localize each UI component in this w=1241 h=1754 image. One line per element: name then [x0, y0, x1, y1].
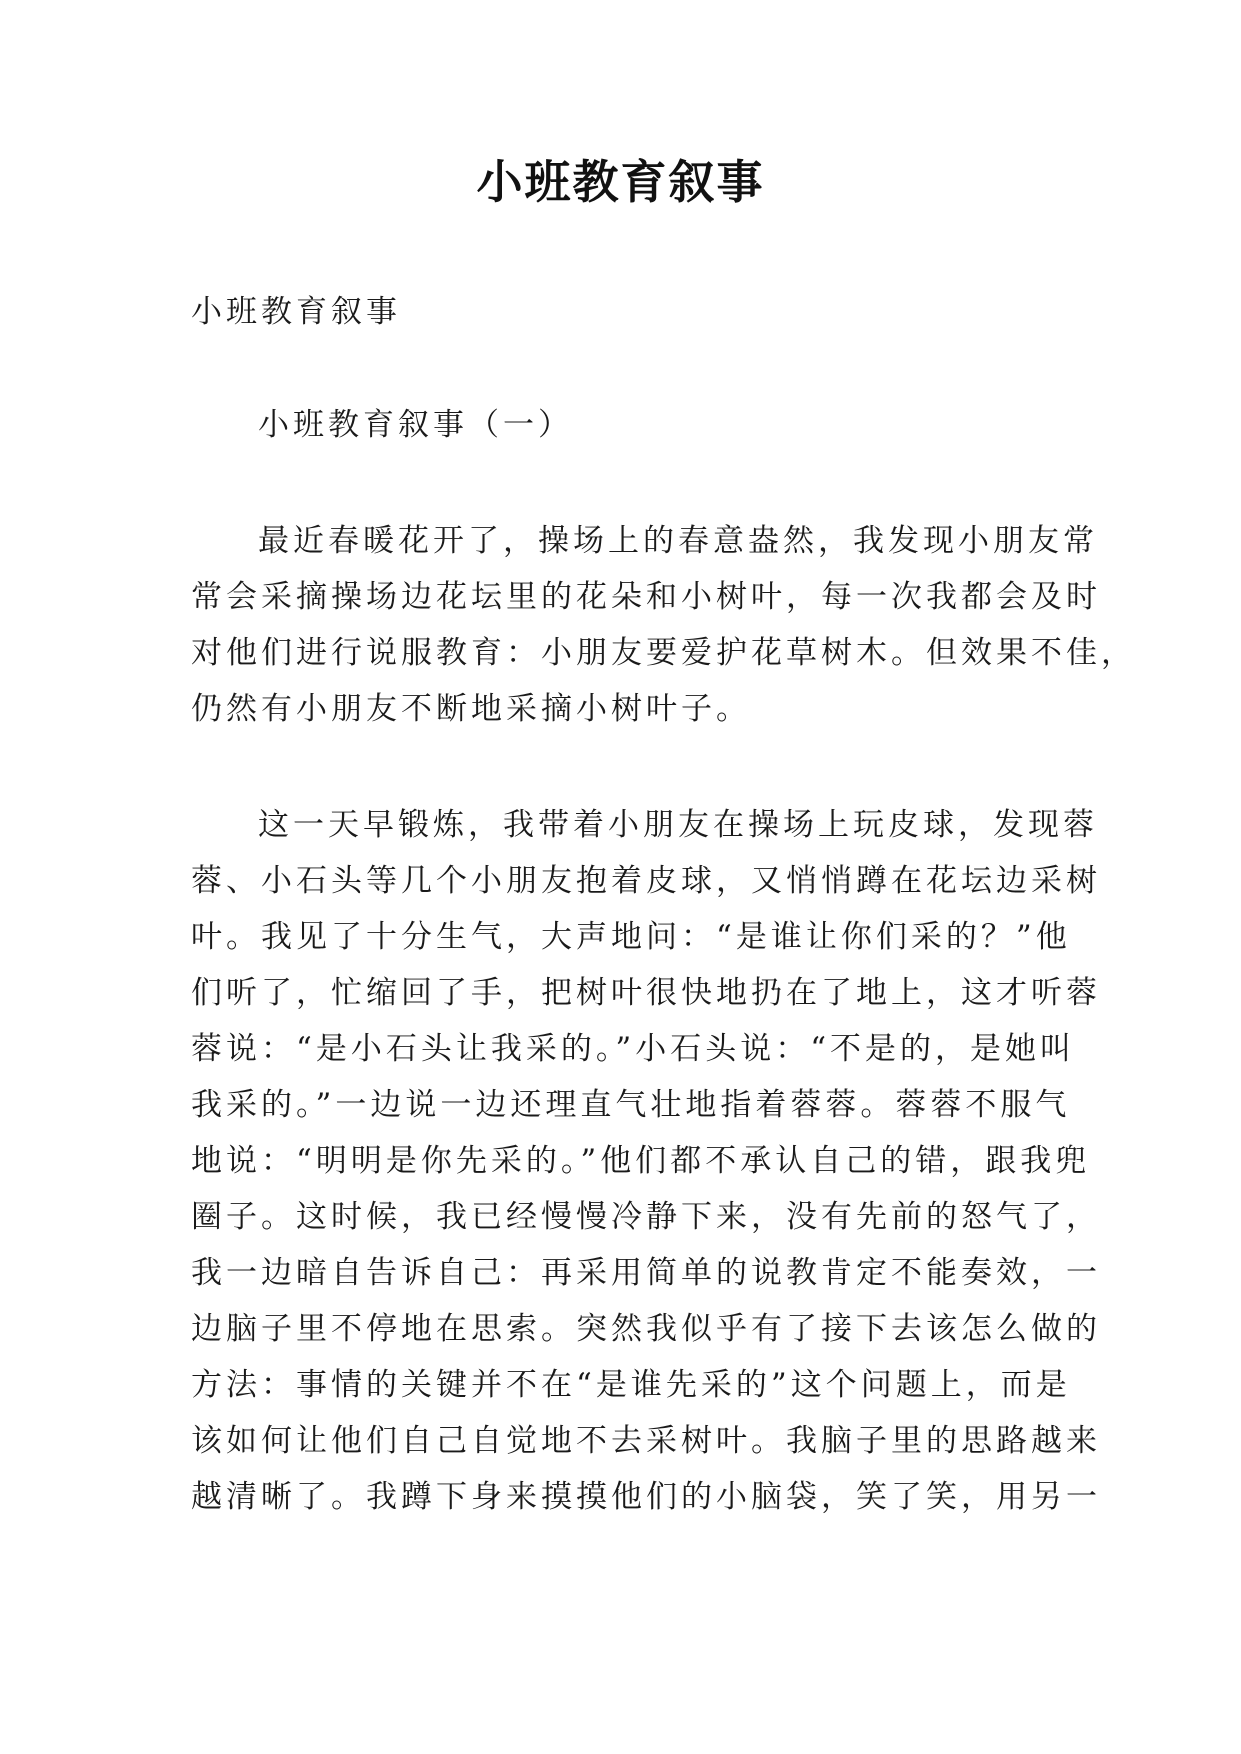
page-title: 小班教育叙事 [476, 155, 765, 209]
paragraph-line: 越清晰了。我蹲下身来摸摸他们的小脑袋，笑了笑，用另一 [191, 1479, 1101, 1515]
paragraph-line: 常会采摘操场边花坛里的花朵和小树叶，每一次我都会及时 [191, 579, 1101, 615]
paragraph-line: 最近春暖花开了，操场上的春意盎然，我发现小朋友常 [258, 523, 1098, 559]
paragraph-line: 边脑子里不停地在思索。突然我似乎有了接下去该怎么做的 [191, 1311, 1101, 1347]
paragraph-line: 地说：“明明是你先采的。”他们都不承认自己的错，跟我兜 [191, 1143, 1091, 1179]
paragraph-line: 蓉、小石头等几个小朋友抱着皮球，又悄悄蹲在花坛边采树 [191, 863, 1101, 899]
paragraph-line: 们听了，忙缩回了手，把树叶很快地扔在了地上，这才听蓉 [191, 975, 1101, 1011]
paragraph-line: 圈子。这时候，我已经慢慢冷静下来，没有先前的怒气了， [191, 1199, 1101, 1235]
paragraph-line: 对他们进行说服教育：小朋友要爱护花草树木。但效果不佳， [191, 635, 1136, 671]
paragraph-line: 我采的。”一边说一边还理直气壮地指着蓉蓉。蓉蓉不服气 [191, 1087, 1071, 1123]
paragraph-line: 我一边暗自告诉自己：再采用简单的说教肯定不能奏效，一 [191, 1255, 1101, 1291]
paragraph-line: 仍然有小朋友不断地采摘小树叶子。 [191, 691, 751, 727]
paragraph-line: 该如何让他们自己自觉地不去采树叶。我脑子里的思路越来 [191, 1423, 1101, 1459]
document-subtitle: 小班教育叙事 [191, 294, 401, 330]
paragraph-line: 这一天早锻炼，我带着小朋友在操场上玩皮球，发现蓉 [258, 807, 1098, 843]
paragraph-line: 蓉说：“是小石头让我采的。”小石头说：“不是的，是她叫 [191, 1031, 1076, 1067]
paragraph-line: 方法：事情的关键并不在“是谁先采的”这个问题上，而是 [191, 1367, 1071, 1403]
paragraph-line: 叶。我见了十分生气，大声地问：“是谁让你们采的？”他 [191, 919, 1071, 955]
section-heading: 小班教育叙事（一） [258, 407, 573, 443]
